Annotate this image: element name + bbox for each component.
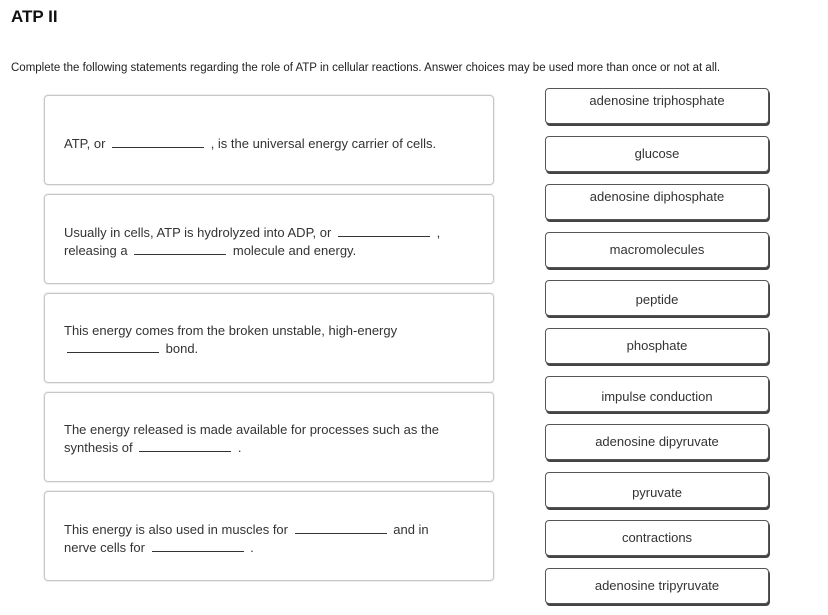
choice-peptide[interactable] bbox=[545, 280, 769, 316]
statement-1-text-after: , is the universal energy carrier of cells. bbox=[210, 136, 437, 151]
statement-3-line1-text: This energy comes from the broken unstable, high-energy bbox=[64, 323, 398, 338]
statement-2-line1-text: Usually in cells, ATP is hydrolyzed into ADP, or bbox=[64, 225, 332, 240]
choice-impulse-conduction[interactable] bbox=[545, 376, 769, 412]
statement-2-line1-after: , bbox=[436, 225, 441, 240]
choice-label: peptide bbox=[635, 292, 679, 307]
choice-adenosine-tripyruvate[interactable] bbox=[545, 568, 769, 604]
instructions-text: Complete the following statements regarding the role of ATP in cellular reactions. Answer choices may be used more than once or not at all. bbox=[11, 62, 721, 74]
statement-4-line2-after: . bbox=[237, 440, 242, 455]
statement-text-5 bbox=[64, 520, 473, 556]
choice-label: adenosine dipyruvate bbox=[595, 434, 719, 449]
choice-phosphate[interactable] bbox=[545, 328, 769, 364]
choice-pyruvate[interactable] bbox=[545, 472, 769, 508]
choice-label: glucose bbox=[634, 146, 680, 161]
statement-1-text-before: ATP, or bbox=[64, 136, 106, 151]
statement-4-line1-text: The energy released is made available for processes such as the bbox=[64, 422, 440, 437]
statement-5-line1-after: and in bbox=[393, 522, 429, 537]
statement-4-line2-text: synthesis of bbox=[64, 440, 133, 455]
choice-adenosine-diphosphate[interactable] bbox=[545, 184, 769, 220]
choice-label: adenosine tripyruvate bbox=[594, 578, 720, 593]
statement-3-line2-after: bond. bbox=[165, 341, 199, 356]
choice-glucose[interactable] bbox=[545, 136, 769, 172]
statement-2-line2-text: releasing a bbox=[64, 243, 128, 258]
choice-label: adenosine triphosphate bbox=[589, 93, 725, 108]
statement-box-2 bbox=[44, 194, 494, 284]
statement-box-3 bbox=[44, 293, 494, 383]
page-title: ATP II bbox=[11, 7, 58, 26]
statement-text-1 bbox=[64, 134, 473, 152]
statement-box-4 bbox=[44, 392, 494, 482]
statement-5-line2-after: . bbox=[250, 540, 254, 555]
choice-macromolecules[interactable] bbox=[545, 232, 769, 268]
statement-box-5 bbox=[44, 491, 494, 581]
blank-drop-target[interactable] bbox=[152, 538, 244, 552]
choice-adenosine-dipyruvate[interactable] bbox=[545, 424, 769, 460]
blank-drop-target[interactable] bbox=[112, 134, 204, 148]
blank-drop-target[interactable] bbox=[139, 438, 231, 452]
choice-label: adenosine diphosphate bbox=[589, 189, 725, 204]
statement-5-line1-text: This energy is also used in muscles for bbox=[64, 522, 288, 537]
statement-text-2 bbox=[64, 223, 473, 259]
blank-drop-target[interactable] bbox=[295, 520, 387, 534]
choice-label: phosphate bbox=[626, 338, 688, 353]
blank-drop-target[interactable] bbox=[67, 339, 159, 353]
choice-label: macromolecules bbox=[609, 242, 705, 257]
blank-drop-target[interactable] bbox=[338, 223, 430, 237]
statement-box-1 bbox=[44, 95, 494, 185]
choice-adenosine-triphosphate[interactable] bbox=[545, 88, 769, 124]
statement-5-line2-text: nerve cells for bbox=[64, 540, 145, 555]
statement-text-3 bbox=[64, 322, 473, 357]
statement-2-line2-after: molecule and energy. bbox=[232, 243, 357, 258]
blank-drop-target[interactable] bbox=[134, 241, 226, 255]
choice-label: pyruvate bbox=[632, 485, 682, 500]
choice-label: impulse conduction bbox=[601, 389, 713, 404]
statement-text-4 bbox=[64, 421, 473, 456]
choice-label: contractions bbox=[621, 530, 693, 545]
choice-contractions[interactable] bbox=[545, 520, 769, 556]
